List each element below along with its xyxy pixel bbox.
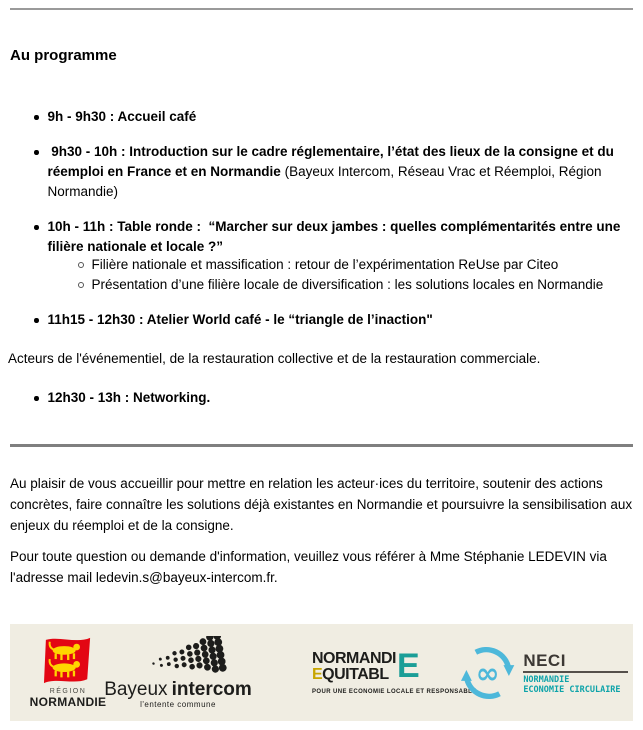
big-e: E xyxy=(397,646,420,685)
program-sublist xyxy=(48,255,636,295)
bayeux-tagline: l'entente commune xyxy=(140,700,216,709)
halftone-dots-icon xyxy=(123,636,233,680)
program-subitem: Présentation d’une filière locale de diversification : les solutions locales en Normandie xyxy=(48,275,636,295)
bullet-marker xyxy=(34,150,39,155)
quitabl-label: QUITABL xyxy=(322,665,389,683)
program-subitem: Filière nationale et massification : retour de l’expérimentation ReUse par Citeo xyxy=(48,255,636,275)
normandi-label: NORMANDI xyxy=(312,649,396,667)
closing-paragraph-2: Pour toute question ou demande d'information, veuillez vous référer à Mme Stéphanie LEDEVIN via l'adresse mail ledevin.s@bayeux-intercom.fr. xyxy=(10,549,607,585)
program-item: 9h30 - 10h : Introduction sur le cadre réglementaire, l’état des lieux de la consigne et du réemploi en France et en Normandie (Bayeux Intercom, Réseau Vrac et Réemploi, Région Normandie) xyxy=(0,142,637,202)
neci-normandie-label: NORMANDIE xyxy=(523,674,570,685)
bullet-marker xyxy=(34,396,39,401)
yellow-e: E xyxy=(312,665,323,683)
svg-text:∞: ∞ xyxy=(475,655,500,690)
logo-neci xyxy=(460,645,628,701)
page-title: Au programme xyxy=(10,47,117,64)
logo-region-normandie xyxy=(29,636,107,709)
equitable-wordmark xyxy=(312,646,420,685)
normandie-label: NORMANDIE xyxy=(29,695,107,709)
neci-wordmark xyxy=(523,651,628,695)
logo-bayeux-intercom xyxy=(104,636,252,709)
middle-divider xyxy=(10,444,633,447)
region-label: RÉGION xyxy=(49,688,87,695)
bullet-marker xyxy=(34,318,39,323)
newsletter-page xyxy=(0,8,643,721)
program-item: 10h - 11h : Table ronde : “Marcher sur deux jambes : quelles complémentarités entre une filière nationale et locale ?” Filière nationale et massification : retour de l’expérimentation ReUse par Citeo Présentation d’une filière locale de diversification : les solutions locales en Normandie xyxy=(0,217,637,295)
program-item: 12h30 - 13h : Networking. xyxy=(0,388,637,408)
logo-normandie-equitable xyxy=(312,646,477,695)
neci-acronym: NECI xyxy=(523,651,628,673)
partner-logos-band xyxy=(10,624,633,721)
bayeux-wordmark xyxy=(104,680,252,699)
closing-paragraph-1: Au plaisir de vous accueillir pour mettre en relation les acteur·ices du territoire, soutenir des actions concrètes, faire connaître les solutions déjà existantes en Normandie et poursuivre la sensibilisation aux enjeux du réemploi et de la consigne. xyxy=(10,476,633,533)
bullet-marker xyxy=(34,225,39,230)
bullet-marker xyxy=(34,115,39,120)
sub-bullet-marker xyxy=(78,262,84,268)
program-note: Acteurs de l'événementiel, de la restauration collective et de la restauration commerciale. xyxy=(8,351,541,366)
intercom-label: intercom xyxy=(171,679,252,700)
program-list xyxy=(0,107,643,408)
neci-economie-label: ECONOMIE CIRCULAIRE xyxy=(523,684,621,695)
program-item: 11h15 - 12h30 : Atelier World café - le “triangle de l’inaction" xyxy=(0,310,637,330)
top-divider xyxy=(10,8,633,10)
equitabl-label xyxy=(312,667,396,683)
program-item: 9h - 9h30 : Accueil café xyxy=(0,107,637,127)
bayeux-label: Bayeux xyxy=(104,679,168,700)
neci-cycle-infinity-icon xyxy=(460,645,515,701)
equitable-tagline: POUR UNE ECONOMIE LOCALE ET RESPONSABLE xyxy=(312,688,477,695)
normandy-flag-icon xyxy=(41,636,95,686)
sub-bullet-marker xyxy=(78,282,84,288)
